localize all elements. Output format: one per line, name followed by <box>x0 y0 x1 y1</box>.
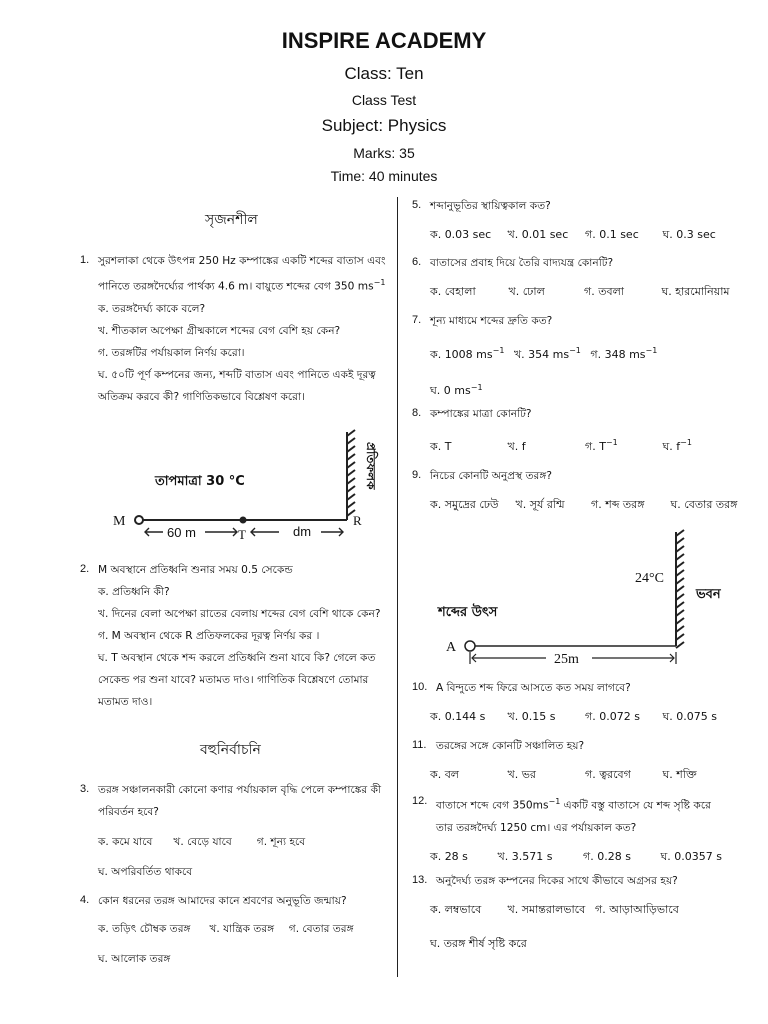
option-a[interactable]: ক. লম্বভাবে <box>430 903 482 916</box>
options-row <box>98 831 392 853</box>
question-stem: সুরশলাকা থেকে উৎপন্ন 250 Hz কম্পাঙ্কের একটি শব্দের বাতাস এবং <box>98 255 386 267</box>
option-b[interactable]: খ. f <box>507 439 526 453</box>
superscript: −1 <box>680 438 692 447</box>
option-b[interactable]: খ. সূর্য রশ্মি <box>515 498 565 511</box>
point-t <box>240 517 247 524</box>
question-12 <box>412 791 758 867</box>
question-stem-line-2: তার তরঙ্গদৈর্ঘ্য 1250 cm। এর পর্যায়কাল কত? <box>436 821 637 834</box>
mcq-section-title: বহুনির্বাচনি <box>200 742 261 758</box>
sub-question-d-cont: সেকেন্ড পর শুনা যাবে? মতামত দাও। গাণিতিক বিশ্লেষণে তোমার <box>98 674 369 686</box>
question-10 <box>412 677 752 727</box>
echo-diagram-2 <box>430 526 760 672</box>
option-d[interactable]: ঘ. শক্তি <box>662 768 697 781</box>
page-title: INSPIRE ACADEMY <box>281 28 487 53</box>
sub-question-d-cont: মতামত দাও। <box>98 696 153 708</box>
question-stem-cont: একটি বস্তু বাতাসে যে শব্দ সৃষ্টি করে <box>560 799 711 812</box>
options-row <box>430 764 752 785</box>
option-b[interactable]: খ. বেড়ে যাবে <box>173 836 232 848</box>
question-stem: বাতাসে শব্দে বেগ 350ms <box>436 799 549 812</box>
options-row <box>430 846 758 867</box>
option-a[interactable] <box>430 340 504 365</box>
question-7 <box>412 310 752 401</box>
question-number: 6. <box>412 256 422 268</box>
question-number: 8. <box>412 407 422 419</box>
question-stem: অনুদৈর্ঘ্য তরঙ্গ কম্পনের দিকের সাথে কীভাবে অগ্রসর হয়? <box>436 875 678 887</box>
echo-diagram-1 <box>105 428 378 543</box>
question-stem: নিচের কোনটি অনুপ্রস্থ তরঙ্গ? <box>430 470 553 482</box>
question-stem: শব্দানুভূতির স্থায়িত্বকাল কত? <box>430 200 551 212</box>
option-b[interactable]: খ. যান্ত্রিক তরঙ্গ <box>209 923 275 935</box>
option-c[interactable]: গ. বেতার তরঙ্গ <box>288 923 354 935</box>
superscript: −1 <box>470 382 483 392</box>
options-row <box>430 899 752 920</box>
temperature-label: তাপমাত্রা 30 °C <box>155 474 245 489</box>
options-row <box>430 432 752 457</box>
option-c[interactable]: গ. শব্দ তরঙ্গ <box>591 498 645 511</box>
question-number: 4. <box>80 894 90 906</box>
option-d[interactable]: ঘ. অপরিবর্তিত থাকবে <box>98 866 193 878</box>
question-stem: কম্পাঙ্কের মাত্রা কোনটি? <box>430 408 532 420</box>
option-c[interactable]: গ. 0.28 s <box>583 849 631 863</box>
sub-question-b: খ. শীতকাল অপেক্ষা গ্রীষ্মকালে শব্দের বেগ বেশি হয় কেন? <box>98 324 341 337</box>
question-stem-line <box>436 791 758 817</box>
distance-60m: 60 m <box>167 525 196 540</box>
sub-question-b: খ. দিনের বেলা অপেক্ষা রাতের বেলায় শব্দের বেগ বেশি থাকে কেন? <box>98 608 381 620</box>
subject-label: Subject: Physics <box>321 116 447 135</box>
options-row <box>430 281 752 302</box>
option-c[interactable]: গ. 0.072 s <box>585 710 640 723</box>
question-stem-cont: পরিবর্তন হবে? <box>98 806 159 818</box>
option-a[interactable]: ক. তড়িৎ চৌম্বক তরঙ্গ <box>98 923 191 935</box>
option-b[interactable]: খ. 0.01 sec <box>507 228 569 241</box>
question-4 <box>80 890 392 970</box>
option-d[interactable]: ঘ. তরঙ্গ শীর্ষ সৃষ্টি করে <box>430 937 527 950</box>
distance-dm: dm <box>293 524 312 539</box>
superscript: −1 <box>492 346 505 355</box>
question-number: 11. <box>412 739 427 751</box>
question-number: 12. <box>412 795 428 807</box>
option-b[interactable] <box>514 340 581 365</box>
question-number: 1. <box>80 254 90 266</box>
label-m: M <box>113 514 126 529</box>
question-6 <box>412 252 752 302</box>
question-stem: তরঙ্গের সঙ্গে কোনটি সঞ্চালিত হয়? <box>436 740 585 752</box>
question-number: 5. <box>412 199 422 211</box>
sub-question-d: ঘ. T অবস্থান থেকে শব্দ করলে প্রতিধ্বনি শুনা যাবে কি? গেলে কত <box>98 652 376 664</box>
sub-question-a: ক. তরঙ্গদৈর্ঘ্য কাকে বলে? <box>98 302 206 315</box>
marks-label: Marks: 35 <box>353 145 415 161</box>
question-number: 9. <box>412 469 422 481</box>
time-label: Time: 40 minutes <box>330 168 438 184</box>
column-divider <box>397 197 398 977</box>
superscript: −1 <box>373 278 386 287</box>
options-row <box>430 706 752 727</box>
question-stem: বাতাসের প্রবাহ দিয়ে তৈরি বাদ্যযন্ত্র কোনটি? <box>430 257 614 269</box>
option-a[interactable]: ক. বেহালা <box>430 285 476 298</box>
sub-question-a: ক. প্রতিধ্বনি কী? <box>98 586 170 598</box>
question-5 <box>412 195 752 245</box>
point-a-label: A <box>446 640 457 655</box>
building-label: ভবন <box>696 587 721 602</box>
option-c[interactable]: গ. তবলা <box>584 285 624 298</box>
option-d[interactable]: ঘ. 0.075 s <box>662 710 718 723</box>
question-number: 3. <box>80 783 90 795</box>
option-b[interactable]: খ. সমান্তরালভাবে <box>507 903 586 916</box>
question-stem: তরঙ্গ সঞ্চালনকারী কোনো কণার পর্যায়কাল বৃদ্ধি পেলে কম্পাঙ্কের কী <box>98 784 382 796</box>
question-stem-text: পানিতে তরঙ্গদৈর্ঘ্যের পার্থক্য 4.6 m। বায়ুতে শব্দের বেগ 350 ms <box>98 280 374 293</box>
reflector-label: প্রতিফলক <box>364 442 378 490</box>
options-row <box>430 224 752 245</box>
option-a[interactable]: ক. কমে যাবে <box>98 836 153 848</box>
options-row <box>430 494 752 515</box>
superscript: −1 <box>548 797 561 806</box>
question-9 <box>412 465 752 515</box>
class-label: Class: Ten <box>344 64 424 83</box>
question-13 <box>412 870 752 954</box>
test-label: Class Test <box>351 92 417 108</box>
option-d[interactable] <box>430 377 752 402</box>
sub-question-c: গ. তরঙ্গটির পর্যায়কাল নির্ণয় করো। <box>98 346 245 359</box>
option-d[interactable]: ঘ. বেতার তরঙ্গ <box>670 498 738 511</box>
option-text: ঘ. f <box>662 439 681 453</box>
option-c[interactable]: গ. 0.1 sec <box>585 228 639 241</box>
option-c[interactable]: গ. ত্বরবেগ <box>585 768 631 781</box>
question-number: 7. <box>412 314 422 326</box>
superscript: −1 <box>645 346 658 355</box>
sub-question-d-cont: অতিক্রম করবে কী? গাণিতিকভাবে বিশ্লেষণ করো। <box>98 390 305 403</box>
question-stem-line <box>98 272 392 298</box>
option-b[interactable]: খ. 0.15 s <box>507 710 556 723</box>
option-c[interactable] <box>590 340 657 365</box>
question-stem: M অবস্থানে প্রতিধ্বনি শুনার সময় 0.5 সেকেন্ড <box>98 564 293 576</box>
option-d[interactable] <box>663 432 692 457</box>
option-c[interactable]: গ. শূন্য হবে <box>256 836 306 848</box>
options-row <box>98 918 392 940</box>
superscript: −1 <box>605 438 618 447</box>
option-d[interactable]: ঘ. 0.3 sec <box>662 228 716 241</box>
option-text: ক. 1008 ms <box>430 347 493 361</box>
temperature-label: 24°C <box>635 571 664 586</box>
option-a[interactable]: ক. T <box>430 439 452 453</box>
question-1 <box>80 250 392 408</box>
question-number: 13. <box>412 874 428 886</box>
option-d[interactable]: ঘ. আলোক তরঙ্গ <box>98 953 171 965</box>
option-a[interactable]: ক. 0.03 sec <box>430 228 492 241</box>
label-t: T <box>238 527 246 542</box>
option-d[interactable]: ঘ. হারমোনিয়াম <box>661 285 730 298</box>
point-m <box>135 516 143 524</box>
option-text: গ. T <box>585 439 606 453</box>
label-r: R <box>353 513 362 528</box>
option-b[interactable]: খ. 3.571 s <box>497 849 553 863</box>
question-stem: A বিন্দুতে শব্দ ফিরে আসতে কত সময় লাগবে? <box>436 682 631 694</box>
question-3 <box>80 779 392 883</box>
option-a[interactable]: ক. সমুদ্রের ঢেউ <box>430 498 499 511</box>
source-label: শব্দের উৎস <box>438 605 498 620</box>
options-row <box>430 340 752 365</box>
creative-section-title: সৃজনশীল <box>205 212 258 228</box>
option-c[interactable]: গ. আড়াআড়িভাবে <box>595 903 679 916</box>
question-stem: কোন ধরনের তরঙ্গ আমাদের কানে শ্রবণের অনুভূতি জন্মায়? <box>98 895 347 907</box>
option-b[interactable]: খ. ঢোল <box>508 285 545 298</box>
option-text: খ. 354 ms <box>513 347 570 361</box>
option-a[interactable]: ক. 0.144 s <box>430 710 486 723</box>
option-text: ঘ. 0 ms <box>430 384 471 398</box>
source-point <box>465 641 475 651</box>
option-d[interactable]: ঘ. 0.0357 s <box>660 849 723 863</box>
distance-label: 25m <box>554 652 579 667</box>
question-11 <box>412 735 752 785</box>
option-b[interactable]: খ. ভর <box>507 768 536 781</box>
sub-question-c: গ. M অবস্থান থেকে R প্রতিফলকের দূরত্ব নির্ণয় কর । <box>98 630 320 642</box>
question-number: 2. <box>80 563 90 575</box>
question-8 <box>412 403 752 457</box>
sub-question-d: ঘ. ৫০টি পূর্ণ কম্পনের জন্য, শব্দটি বাতাস এবং পানিতে একই দূরত্ব <box>98 368 376 381</box>
question-2 <box>80 559 392 713</box>
option-c[interactable] <box>585 432 659 457</box>
question-number: 10. <box>412 681 428 693</box>
option-a[interactable]: ক. বল <box>430 768 460 781</box>
superscript: −1 <box>569 346 581 355</box>
option-a[interactable]: ক. 28 s <box>430 849 468 863</box>
question-stem: শূন্য মাধ্যমে শব্দের দ্রুতি কত? <box>430 315 553 327</box>
option-text: গ. 348 ms <box>590 347 646 361</box>
